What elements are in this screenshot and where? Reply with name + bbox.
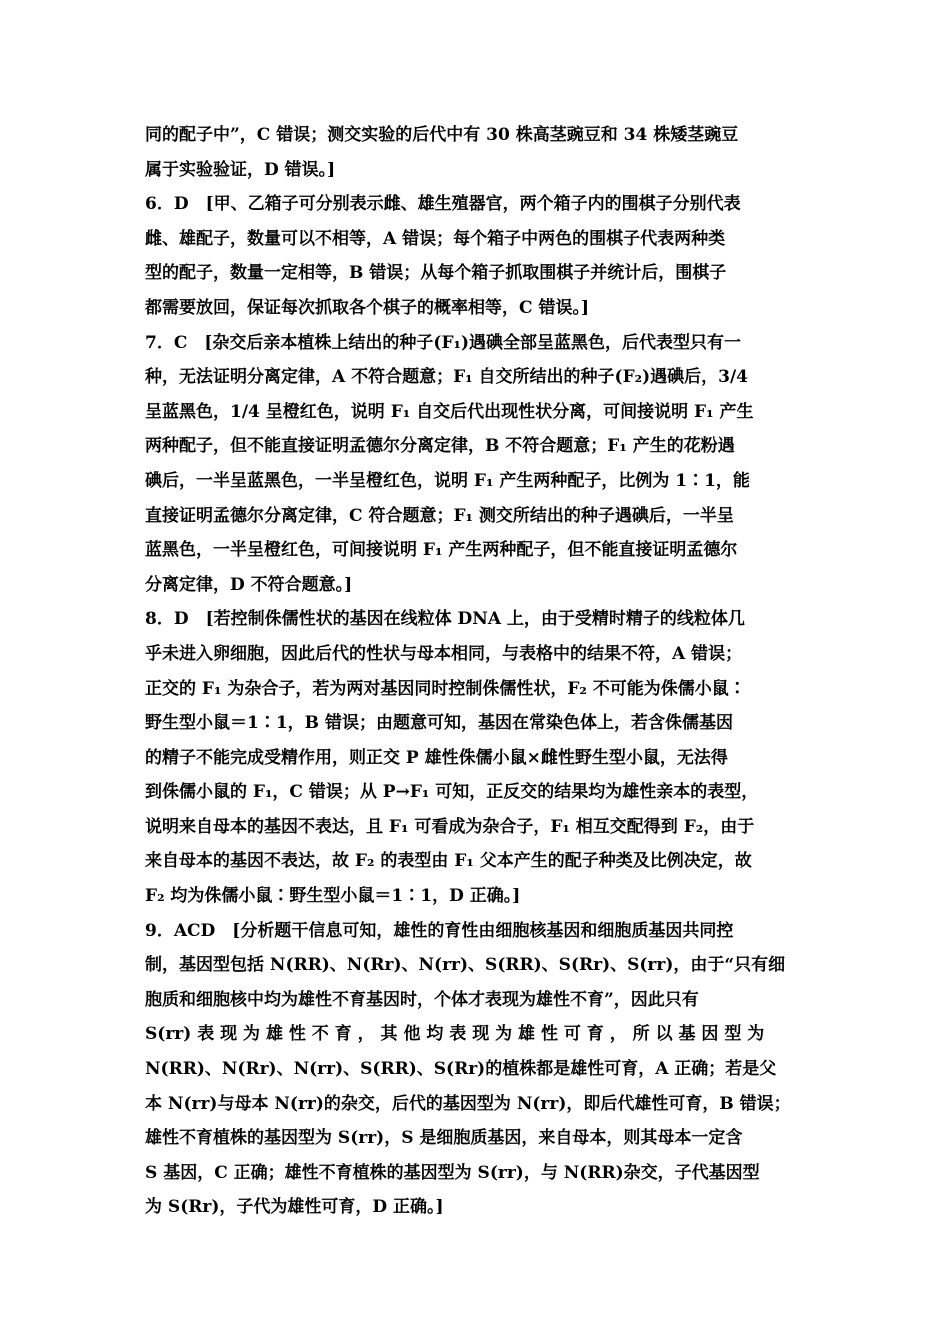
text-line: 碘后，一半呈蓝黑色，一半呈橙红色，说明 F₁ 产生两种配子，比例为 1∶1，能 (145, 470, 750, 491)
text-line: S 基因，C 正确；雄性不育植株的基因型为 S(rr)，与 N(RR)杂交，子代基因型 (145, 1162, 760, 1183)
text-line: 野生型小鼠＝1∶1，B 错误；由题意可知，基因在常染色体上，若含侏儒基因 (145, 713, 733, 734)
text-line: 属于实验验证，D 错误。] (145, 159, 336, 180)
text-line: 直接证明孟德尔分离定律，C 符合题意；F₁ 测交所结出的种子遇碘后，一半呈 (145, 505, 734, 526)
answer-9 (145, 914, 809, 1225)
text-line: F₂ 均为侏儒小鼠∶野生型小鼠＝1∶1，D 正确。] (145, 886, 521, 907)
text-line: 本 N(rr)与母本 N(rr)的杂交，后代的基因型为 N(rr)，即后代雄性可育，B 错误； (145, 1093, 791, 1114)
text-line: 为 S(Rr)，子代为雄性可育，D 正确。] (145, 1197, 444, 1218)
text-line: 种，无法证明分离定律，A 不符合题意；F₁ 自交所结出的种子(F₂)遇碘后，3/4 (145, 367, 749, 388)
text-line: 6．D [甲、乙箱子可分别表示雌、雄生殖器官，两个箱子内的围棋子分别代表 (145, 194, 741, 215)
text-line: 8．D [若控制侏儒性状的基因在线粒体 DNA 上，由于受精时精子的线粒体几 (145, 609, 745, 630)
answer-8 (145, 602, 809, 913)
answer-continuation (145, 118, 809, 187)
answer-document (145, 118, 809, 1225)
text-line: 正交的 F₁ 为杂合子，若为两对基因同时控制侏儒性状，F₂ 不可能为侏儒小鼠∶ (145, 678, 746, 699)
text-line: 来自母本的基因不表达，故 F₂ 的表型由 F₁ 父本产生的配子种类及比例决定，故 (145, 851, 752, 872)
text-line: 到侏儒小鼠的 F₁，C 错误；从 P→F₁ 可知，正反交的结果均为雄性亲本的表型， (145, 782, 759, 803)
text-line: 雄性不育植株的基因型为 S(rr)，S 是细胞质基因，来自母本，则其母本一定含 (145, 1128, 743, 1149)
answer-6 (145, 187, 809, 325)
text-line: 胞质和细胞核中均为雄性不育基因时，个体才表现为雄性不育”，因此只有 (145, 989, 699, 1010)
text-line: 都需要放回，保证每次抓取各个棋子的概率相等，C 错误。] (145, 297, 589, 318)
text-line: 乎未进入卵细胞，因此后代的性状与母本相同，与表格中的结果不符，A 错误； (145, 643, 743, 664)
text-line: 雌、雄配子，数量可以不相等，A 错误；每个箱子中两色的围棋子代表两种类 (145, 228, 726, 249)
text-line: 7．C [杂交后亲本植株上结出的种子(F₁)遇碘全部呈蓝黑色，后代表型只有一 (145, 332, 742, 353)
text-line: 型的配子，数量一定相等，B 错误；从每个箱子抓取围棋子并统计后，围棋子 (145, 263, 727, 284)
text-line: 9．ACD [分析题干信息可知，雄性的育性由细胞核基因和细胞质基因共同控 (145, 920, 734, 941)
text-line: 的精子不能完成受精作用，则正交 P 雄性侏儒小鼠×雌性野生型小鼠，无法得 (145, 747, 728, 768)
text-line: 蓝黑色，一半呈橙红色，可间接说明 F₁ 产生两种配子，但不能直接证明孟德尔 (145, 540, 738, 561)
text-line: 两种配子，但不能直接证明孟德尔分离定律，B 不符合题意；F₁ 产生的花粉遇 (145, 436, 735, 457)
text-line: 分离定律，D 不符合题意。] (145, 574, 353, 595)
answer-7 (145, 326, 809, 603)
text-line: S(rr) 表 现 为 雄 性 不 育 ， 其 他 均 表 现 为 雄 性 可 育 ， 所 以 基 因 型 为 (145, 1024, 765, 1045)
text-line: 同的配子中”，C 错误；测交实验的后代中有 30 株高茎豌豆和 34 株矮茎豌豆 (145, 125, 739, 145)
text-line: 呈蓝黑色，1/4 呈橙红色，说明 F₁ 自交后代出现性状分离，可间接说明 F₁ 产生 (145, 401, 754, 422)
text-line: N(RR)、N(Rr)、N(rr)、S(RR)、S(Rr)的植株都是雄性可育，A 正确；若是父 (145, 1059, 777, 1080)
text-line: 说明来自母本的基因不表达，且 F₁ 可看成为杂合子，F₁ 相互交配得到 F₂，由于 (145, 816, 755, 837)
text-line: 制，基因型包括 N(RR)、N(Rr)、N(rr)、S(RR)、S(Rr)、S(rr)，由于“只有细 (145, 955, 786, 976)
